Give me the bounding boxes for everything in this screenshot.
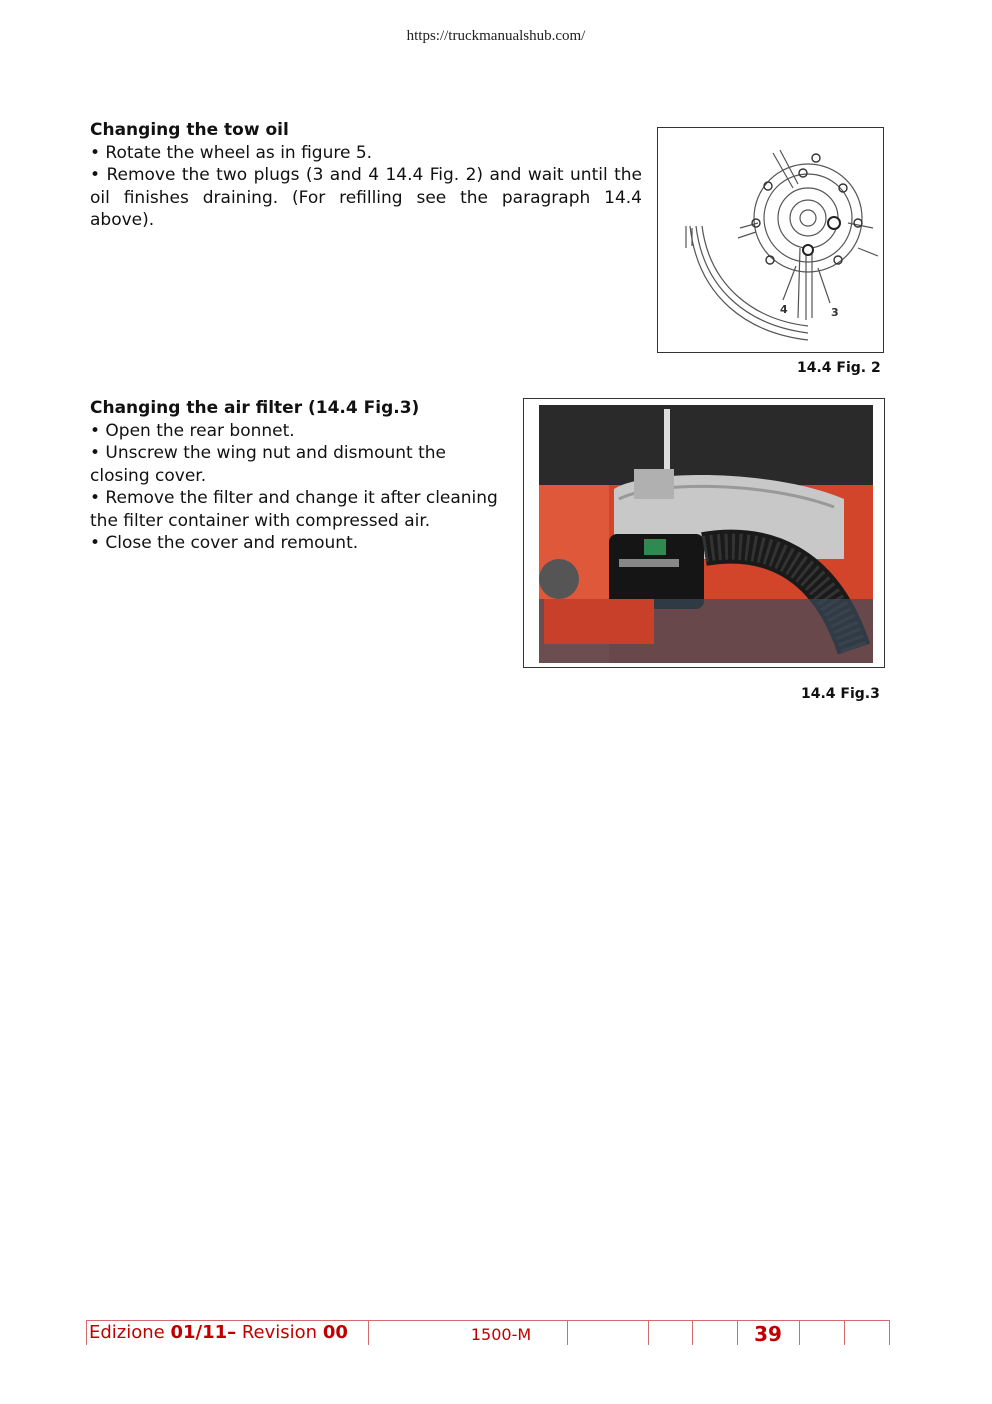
source-url: https://truckmanualshub.com/	[406, 28, 586, 44]
bullet-item: • Remove the filter and change it after cleaning the filter container with compressed air.	[90, 488, 498, 531]
bullet-item: • Remove the two plugs (3 and 4 14.4 Fig. 2) and wait until the oil finishes draining. (For refilling see the paragraph 14.4 above).	[90, 165, 642, 230]
section-title: Changing the air filter (14.4 Fig.3)	[90, 398, 420, 418]
section-air-filter	[90, 397, 510, 555]
page-footer	[86, 1320, 890, 1345]
bullet-item: • Unscrew the wing nut and dismount the closing cover.	[90, 443, 446, 486]
figure-caption: 14.4 Fig.3	[801, 686, 880, 702]
figure-caption: 14.4 Fig. 2	[797, 360, 881, 376]
edition-revision	[89, 1322, 348, 1343]
air-filter-photo	[524, 399, 884, 667]
wheel-hub-diagram	[658, 128, 883, 352]
plug-label-3: 3	[831, 306, 839, 319]
model-code: 1500-M	[470, 1325, 532, 1344]
page-number: 39	[754, 1322, 782, 1346]
edition-value: 01/11–	[170, 1322, 237, 1343]
figure-air-filter-photo	[523, 398, 885, 668]
bullet-item: • Close the cover and remount.	[90, 533, 359, 553]
section-title: Changing the tow oil	[90, 120, 289, 140]
bullet-item: • Open the rear bonnet.	[90, 420, 295, 441]
figure-wheel-plugs	[657, 127, 884, 353]
edition-prefix: Edizione	[89, 1322, 171, 1343]
section-tow-oil	[90, 119, 642, 232]
revision-value: 00	[322, 1322, 348, 1343]
plug-label-4: 4	[780, 303, 788, 316]
bullet-item: • Rotate the wheel as in figure 5.	[90, 142, 373, 163]
revision-prefix: Revision	[236, 1322, 323, 1343]
